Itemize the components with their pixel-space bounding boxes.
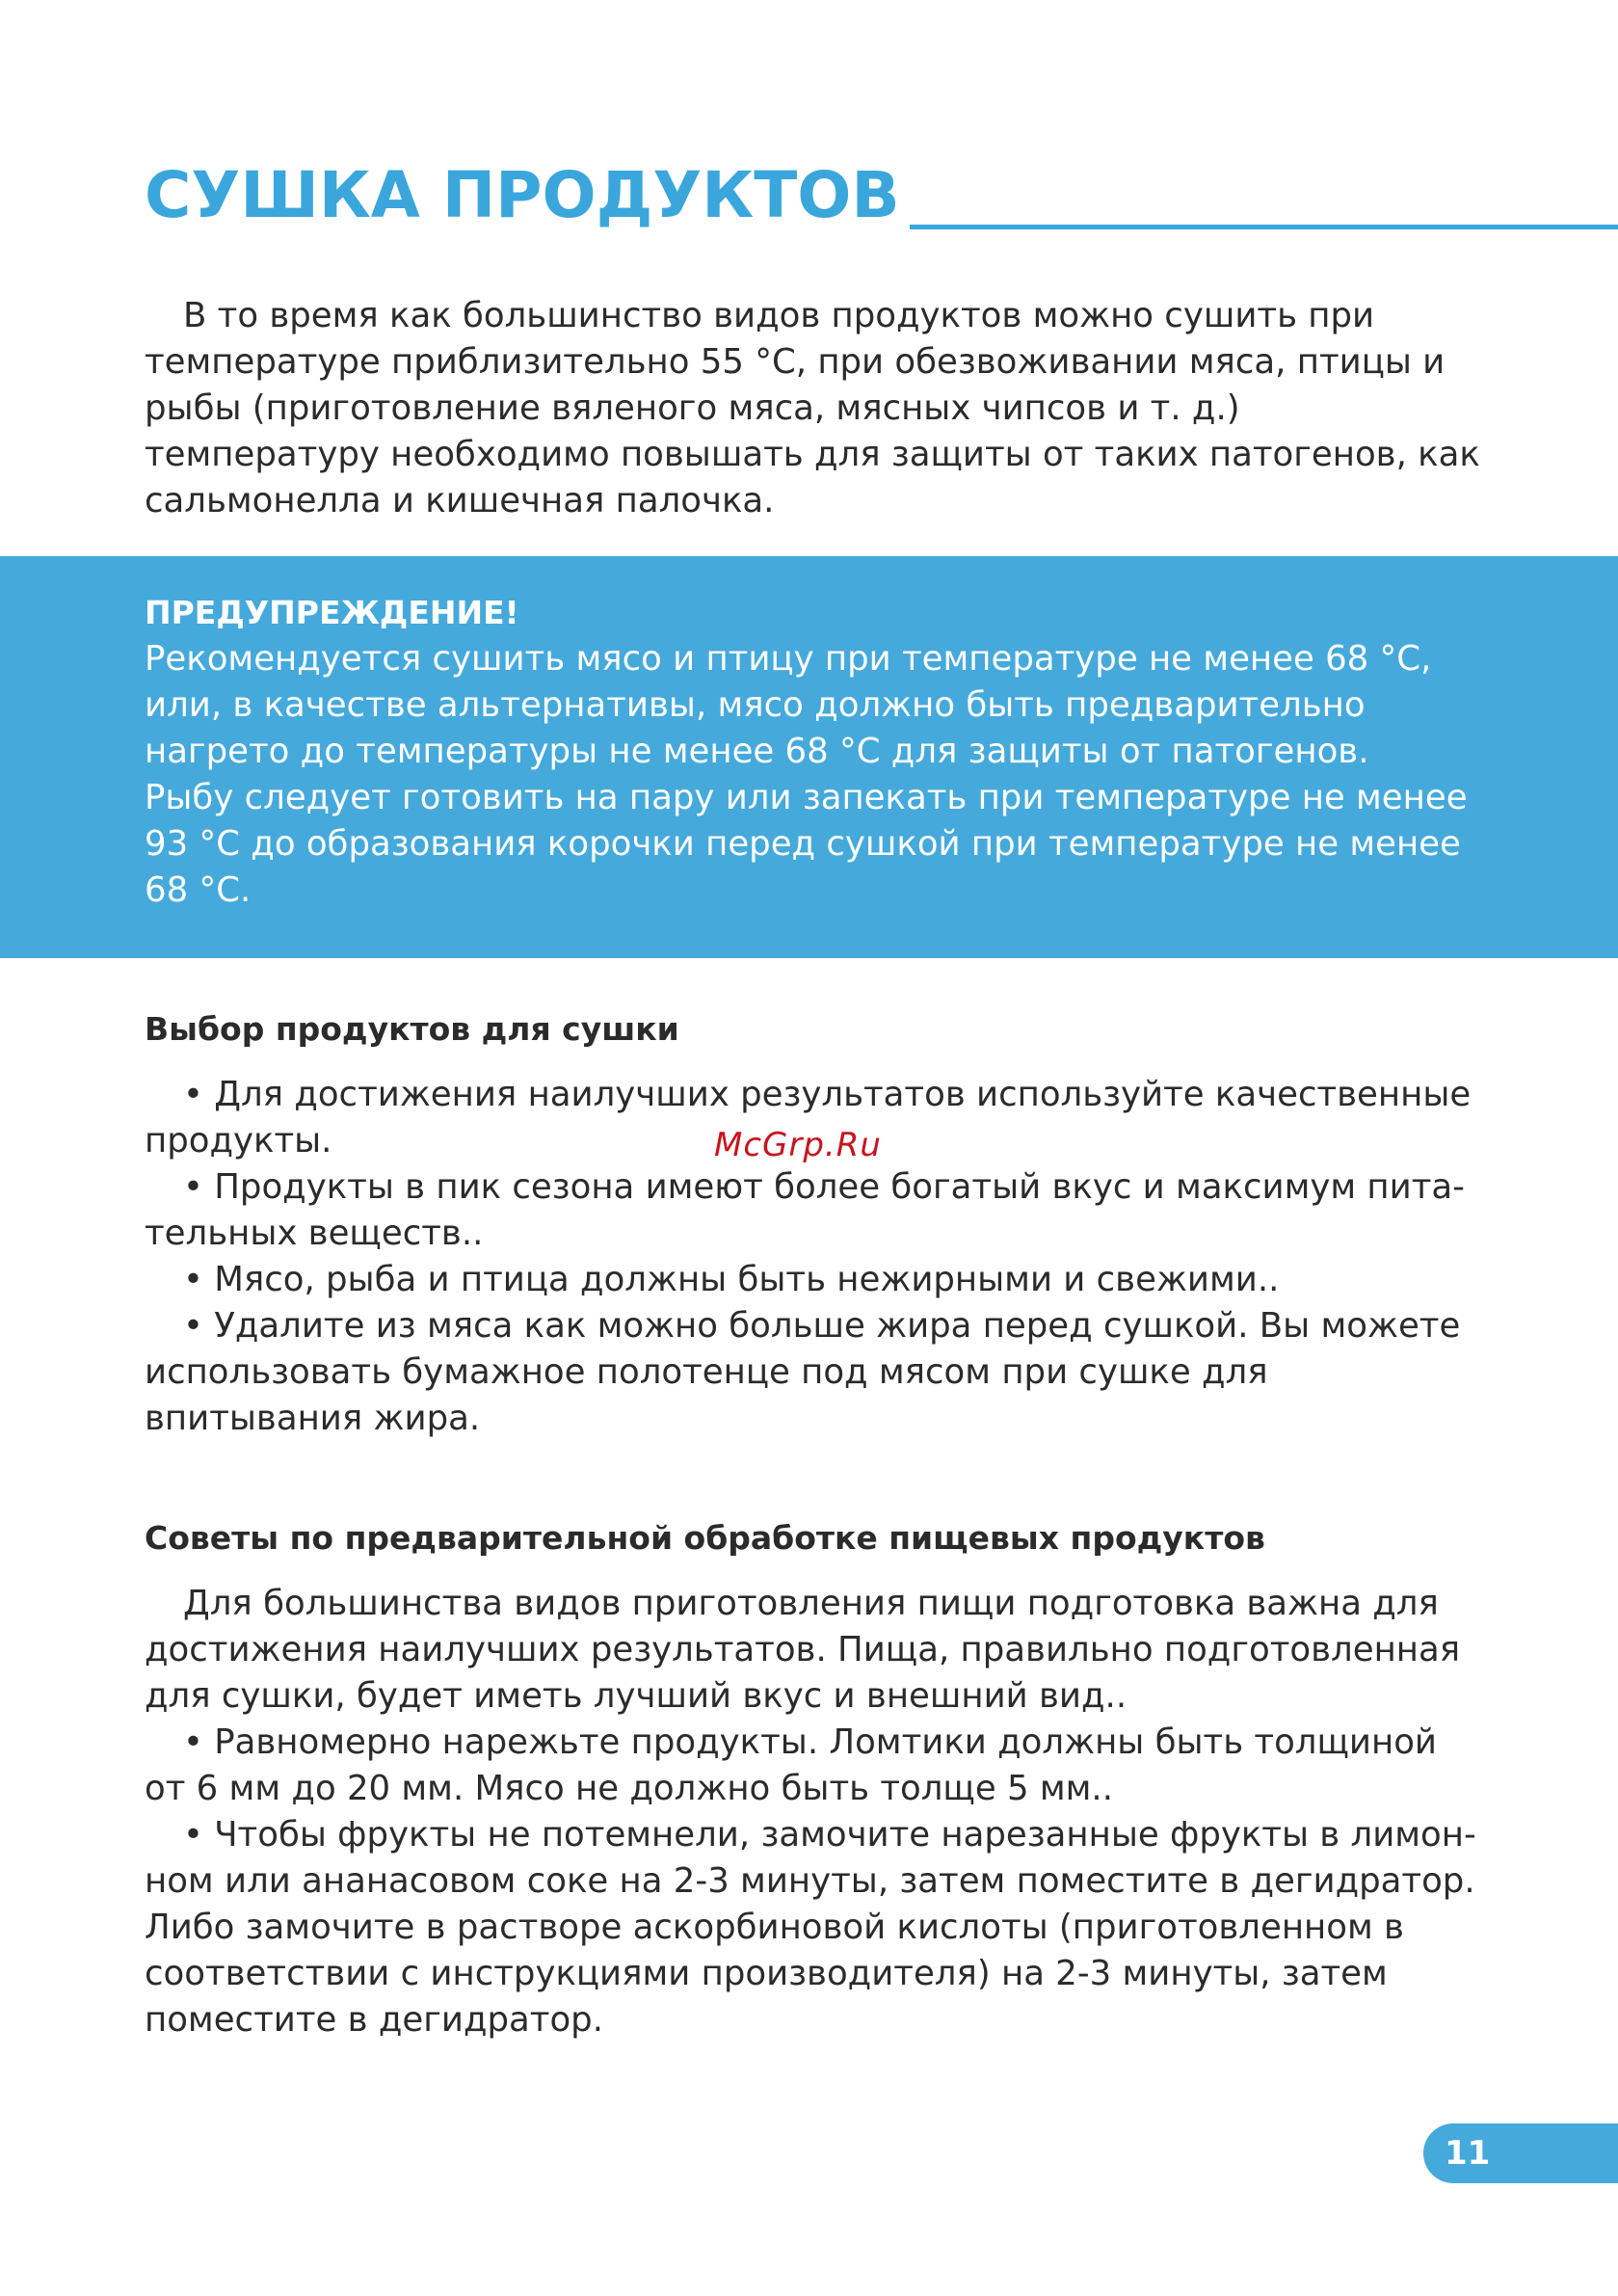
watermark: McGrp.Ru bbox=[714, 1126, 882, 1164]
warning-title: ПРЕДУПРЕЖДЕНИЕ! bbox=[145, 594, 519, 631]
warning-box bbox=[0, 556, 1618, 958]
list-item: Для большинства видов приготовления пищи подготовка важна для достижения наилучших результатов. Пища, правильно подготовленная для сушки, будет иметь лучший вкус и внешний вид.. bbox=[145, 1584, 1461, 1716]
warning-paragraph: Рекомендуется сушить мясо и птицу при температуре не менее 68 °C, или, в качестве альтернативы, мясо должно быть предварительно нагрето до температуры не менее 68 °C для защиты от патогенов. bbox=[145, 639, 1432, 771]
page-number-tab bbox=[1423, 2123, 1618, 2183]
title-divider bbox=[910, 225, 1618, 229]
list-item: • Для достижения наилучших результатов используйте качественные продукты. bbox=[145, 1075, 1472, 1161]
list-item: • Мясо, рыба и птица должны быть нежирными и свежими.. bbox=[183, 1260, 1280, 1299]
section-body-pretreatment bbox=[145, 1581, 1484, 2043]
section-heading-selection: Выбор продуктов для сушки bbox=[145, 1010, 679, 1048]
list-item: • Удалите из мяса как можно больше жира перед сушкой. Вы можете использовать бумажное полотенце под мясом при сушке для впитывания жира. bbox=[145, 1306, 1461, 1438]
list-item: • Равномерно нарежьте продукты. Ломтики должны быть толщиной от 6 мм до 20 мм. Мясо не должно быть толще 5 мм.. bbox=[145, 1722, 1438, 1808]
intro-paragraph: В то время как большинство видов продуктов можно сушить при температуре приблизительно 55 °C, при обезвоживании мяса, птицы и рыбы (приготовление вяленого мяса, мясных чипсов и т. д.) температуру необходимо повышать для защиты от таких патогенов, как сальмонелла и кишечная палочка. bbox=[145, 296, 1480, 521]
list-item: • Продукты в пик сезона имеют более богатый вкус и максимум пита-тельных веществ.. bbox=[145, 1167, 1465, 1253]
list-item: • Чтобы фрукты не потемнели, замочите нарезанные фрукты в лимон-ном или ананасовом соке на 2-3 минуты, затем поместите в дегидратор. Либо замочите в растворе аскорбиновой кислоты (приготовленном в соответствии с инструкциями производителя) на 2-3 минуты, затем поместите в дегидратор. bbox=[145, 1815, 1476, 2040]
warning-paragraph: Рыбу следует готовить на пару или запекать при температуре не менее 93 °C до образования корочки перед сушкой при температуре не менее 68 °C. bbox=[145, 778, 1468, 910]
page-title: СУШКА ПРОДУКТОВ bbox=[145, 158, 900, 232]
page-number: 11 bbox=[1445, 2134, 1491, 2173]
section-heading-pretreatment: Советы по предварительной обработке пищевых продуктов bbox=[145, 1519, 1265, 1557]
